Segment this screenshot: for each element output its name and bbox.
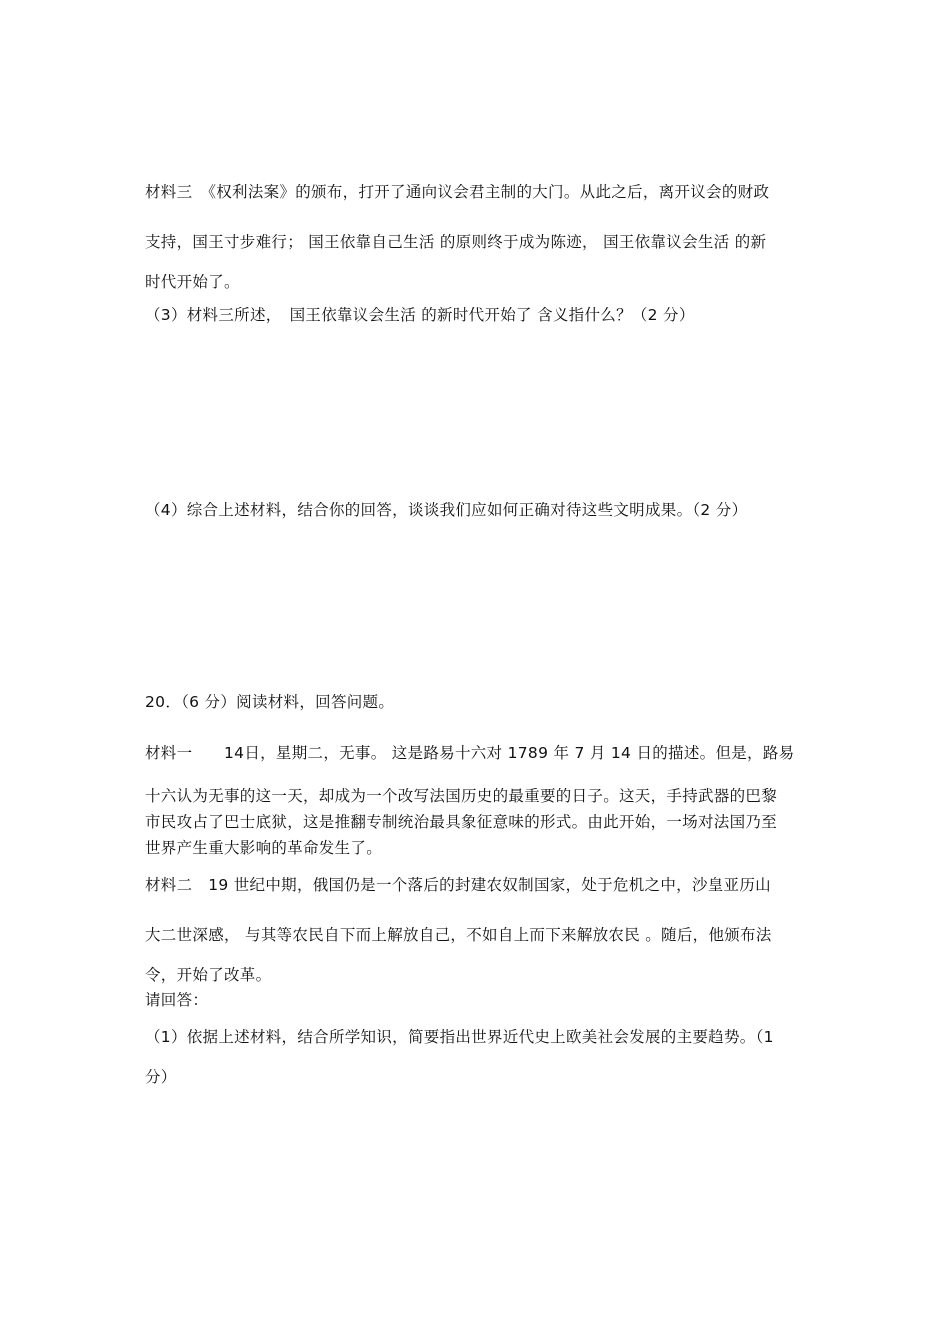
q20-prompt: 请回答： (145, 991, 209, 1009)
q20-material1-line-1: 材料一 14日，星期二，无事。 这是路易十六对 1789 年 7 月 14 日的描述。但是，路易 (145, 744, 795, 762)
q19-part4-question: （4）综合上述材料，结合你的回答，谈谈我们应如何正确对待这些文明成果。（2 分） (145, 501, 748, 519)
q20-material2-line-2: 大二世深感， 与其等农民自下而上解放自己，不如自上而下来解放农民 。随后，他颁布法 (145, 926, 772, 944)
q19-material3-line-3: 时代开始了。 (145, 273, 240, 291)
q20-material1-line-2: 十六认为无事的这一天，却成为一个改写法国历史的最重要的日子。这天，手持武器的巴黎 (145, 787, 778, 805)
q20-material1-line-4: 世界产生重大影响的革命发生了。 (145, 839, 383, 857)
q20-material2-line-1: 材料二 19 世纪中期，俄国仍是一个落后的封建农奴制国家，处于危机之中，沙皇亚历山 (145, 876, 771, 894)
q20-part1-line-1: （1）依据上述材料，结合所学知识，简要指出世界近代史上欧美社会发展的主要趋势。（1 (145, 1028, 774, 1046)
q19-material3-line-2: 支持，国王寸步难行； 国王依靠自己生活 的原则终于成为陈迹， 国王依靠议会生活 的新 (145, 233, 767, 251)
q20-heading: 20．（6 分）阅读材料，回答问题。 (145, 693, 395, 711)
q20-material1-line-3: 市民攻占了巴士底狱，这是推翻专制统治最具象征意味的形式。由此开始，一场对法国乃至 (145, 813, 778, 831)
q20-material2-line-3: 令，开始了改革。 (145, 966, 272, 984)
q20-part1-line-2: 分） (145, 1068, 177, 1086)
q19-part3-question: （3）材料三所述， 国王依靠议会生活 的新时代开始了 含义指什么？（2 分） (145, 306, 695, 324)
q19-material3-line-1: 材料三 《权利法案》的颁布，打开了通向议会君主制的大门。从此之后，离开议会的财政 (145, 183, 770, 201)
